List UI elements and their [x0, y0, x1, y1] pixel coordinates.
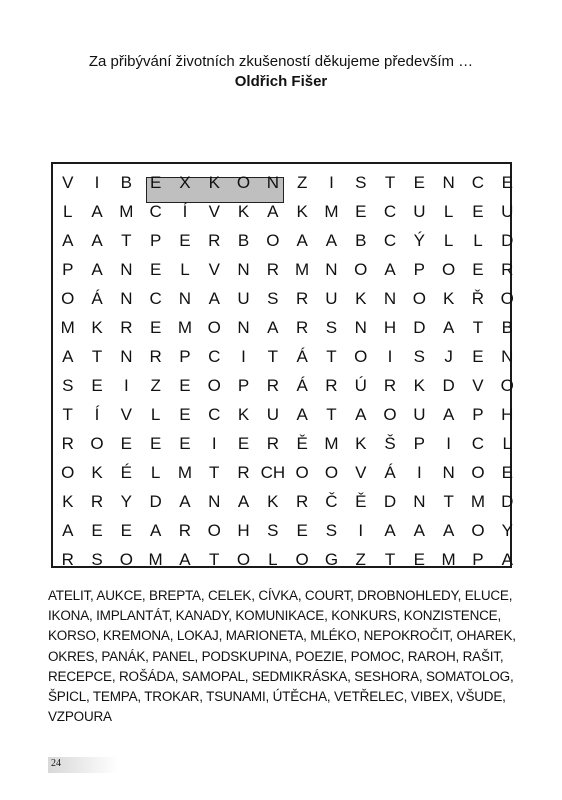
quote-author: Oldřich Fišer [234, 73, 328, 90]
grid-cell: A [442, 521, 455, 540]
grid-cell: L [150, 463, 161, 482]
grid-cell: I [94, 173, 100, 192]
grid-cell: P [62, 260, 74, 279]
grid-cell: H [501, 405, 514, 424]
grid-cell: R [178, 521, 192, 540]
grid-cell: U [413, 202, 426, 221]
grid-cell: A [91, 231, 103, 250]
grid-cell: T [62, 405, 73, 424]
grid-cell: K [413, 376, 426, 395]
grid-cell: Y [120, 492, 133, 511]
grid-cell: T [209, 550, 220, 569]
grid-cell: T [121, 231, 132, 250]
grid-cell: Ě [296, 434, 308, 453]
grid-cell: V [208, 202, 220, 221]
grid-cell: K [237, 202, 250, 221]
grid-cell: CH [260, 463, 286, 482]
grid-cell: T [91, 347, 103, 366]
grid-cell: A [413, 521, 426, 540]
grid-cell: L [502, 434, 512, 453]
grid-cell: R [61, 434, 74, 453]
grid-cell: B [501, 318, 513, 337]
grid-row [53, 516, 513, 545]
grid-cell: U [325, 289, 338, 308]
grid-cell: Š [384, 434, 396, 453]
grid-cell: R [149, 347, 162, 366]
grid-cell: Á [384, 463, 396, 482]
grid-cell: A [501, 550, 513, 569]
grid-cell: M [324, 434, 339, 453]
grid-cell: N [501, 347, 514, 366]
grid-cell: I [416, 463, 422, 482]
grid-cell: L [443, 231, 454, 250]
grid-cell: U [237, 289, 250, 308]
grid-cell: K [355, 289, 367, 308]
grid-cell: N [383, 289, 397, 308]
grid-row [53, 545, 513, 574]
grid-cell: N [208, 492, 221, 511]
grid-cell: S [413, 347, 426, 366]
grid-cell: M [119, 202, 134, 221]
grid-cell: M [470, 492, 486, 511]
grid-cell: R [383, 376, 397, 395]
grid-cell: R [61, 550, 74, 569]
grid-cell: É [120, 463, 133, 482]
grid-cell: U [266, 405, 279, 424]
grid-cell: E [237, 434, 250, 453]
grid-cell: E [296, 521, 308, 540]
grid-cell: L [268, 550, 278, 569]
grid-row [53, 400, 514, 429]
grid-row [53, 458, 513, 487]
grid-cell: E [91, 376, 103, 395]
grid-cell: O [471, 463, 485, 482]
grid-cell: D [501, 231, 514, 250]
grid-cell: A [267, 318, 279, 337]
grid-cell: E [179, 231, 191, 250]
grid-row [53, 371, 514, 400]
grid-cell: O [442, 260, 456, 279]
grid-cell: S [91, 550, 103, 569]
grid-cell: Z [150, 376, 161, 395]
grid-cell: N [237, 318, 250, 337]
grid-cell: I [211, 434, 217, 453]
grid-cell: O [500, 289, 514, 308]
grid-cell: A [62, 521, 74, 540]
grid-cell: R [208, 231, 221, 250]
grid-cell: X [179, 173, 191, 192]
grid-cell: T [326, 405, 337, 424]
grid-cell: A [179, 492, 191, 511]
grid-cell: A [296, 231, 308, 250]
grid-cell: N [354, 318, 367, 337]
grid-cell: N [413, 492, 426, 511]
grid-cell: E [472, 347, 484, 366]
grid-cell: P [179, 347, 191, 366]
grid-cell: O [61, 289, 75, 308]
grid-cell: C [208, 405, 221, 424]
grid-cell: Ý [413, 231, 426, 250]
grid-cell: E [120, 521, 133, 540]
quote-text: Za přibývání životních zkušeností děkujeme především … [88, 53, 474, 70]
grid-cell: O [354, 347, 368, 366]
grid-cell: P [472, 405, 484, 424]
grid-cell: E [149, 318, 162, 337]
grid-cell: Á [296, 347, 308, 366]
grid-cell: Ú [354, 376, 367, 395]
grid-cell: O [471, 521, 485, 540]
grid-cell: A [91, 202, 103, 221]
grid-cell: A [237, 492, 250, 511]
grid-cell: O [207, 521, 221, 540]
grid-cell: M [148, 550, 163, 569]
grid-cell: M [177, 318, 193, 337]
grid-cell: S [267, 521, 279, 540]
grid-cell: R [325, 376, 338, 395]
grid-cell: E [91, 521, 103, 540]
grid-cell: O [383, 405, 397, 424]
grid-cell: N [266, 173, 279, 192]
grid-cell: N [325, 260, 338, 279]
grid-cell: E [413, 550, 426, 569]
grid-cell: I [358, 521, 364, 540]
grid-cell: B [120, 173, 133, 192]
grid-cell: U [501, 202, 514, 221]
grid-cell: K [62, 492, 74, 511]
grid-cell: T [384, 173, 396, 192]
grid-cell: O [412, 289, 426, 308]
grid-cell: L [473, 231, 483, 250]
grid-cell: O [236, 173, 251, 192]
grid-cell: P [237, 376, 250, 395]
grid-cell: C [471, 434, 485, 453]
grid-cell: R [266, 260, 279, 279]
grid-cell: M [177, 463, 193, 482]
grid-cell: K [237, 405, 250, 424]
grid-cell: E [501, 463, 513, 482]
grid-cell: T [326, 347, 337, 366]
grid-cell: O [354, 260, 368, 279]
grid-row [53, 429, 510, 458]
grid-cell: Č [325, 492, 338, 511]
grid-cell: O [61, 463, 75, 482]
grid-cell: R [237, 463, 250, 482]
grid-row [53, 226, 514, 255]
grid-cell: E [179, 434, 191, 453]
grid-cell: C [208, 347, 221, 366]
grid-cell: R [296, 318, 309, 337]
page-number-box [48, 757, 118, 773]
grid-cell: Ř [471, 289, 485, 308]
grid-cell: M [295, 260, 310, 279]
grid-cell: A [179, 550, 191, 569]
grid-cell: O [236, 550, 251, 569]
grid-cell: R [90, 492, 104, 511]
grid-cell: V [355, 463, 367, 482]
grid-cell: D [383, 492, 397, 511]
grid-cell: R [296, 289, 309, 308]
grid-cell: M [60, 318, 75, 337]
grid-cell: O [207, 318, 221, 337]
grid-row [53, 255, 514, 284]
grid-cell: L [443, 202, 454, 221]
grid-cell: U [413, 405, 426, 424]
grid-cell: N [120, 289, 133, 308]
grid-cell: K [442, 289, 455, 308]
grid-cell: T [209, 463, 220, 482]
grid-cell: D [501, 492, 514, 511]
grid-cell: M [441, 550, 456, 569]
grid-cell: S [267, 289, 279, 308]
grid-cell: E [120, 434, 133, 453]
grid-row [53, 342, 514, 371]
grid-cell: S [325, 318, 338, 337]
grid-row [53, 197, 514, 226]
grid-cell: K [355, 434, 367, 453]
grid-cell: V [62, 173, 74, 192]
grid-cell: K [208, 173, 220, 192]
grid-cell: C [149, 202, 162, 221]
grid-cell: A [208, 289, 220, 308]
grid-cell: K [296, 202, 308, 221]
grid-cell: R [501, 260, 514, 279]
grid-cell: K [267, 492, 279, 511]
quote-header [0, 52, 562, 92]
grid-cell: G [324, 550, 339, 569]
grid-cell: E [149, 260, 162, 279]
grid-cell: E [149, 173, 162, 192]
grid-cell: E [179, 405, 191, 424]
grid-cell: J [444, 347, 453, 366]
grid-cell: E [413, 173, 426, 192]
grid-cell: K [91, 318, 103, 337]
grid-cell: D [413, 318, 426, 337]
grid-cell: I [123, 376, 129, 395]
grid-cell: B [355, 231, 367, 250]
grid-cell: A [384, 521, 396, 540]
grid-cell: Á [296, 376, 308, 395]
grid-cell: A [355, 405, 367, 424]
grid-cell: V [208, 260, 220, 279]
grid-cell: Ě [355, 492, 367, 511]
page-number: 24 [51, 758, 61, 769]
grid-cell: N [442, 463, 455, 482]
grid-cell: O [295, 550, 309, 569]
grid-cell: Y [501, 521, 513, 540]
word-list: ATELIT, AUKCE, BREPTA, CELEK, CÍVKA, COURT, DROBNOHLEDY, ELUCE, IKONA, IMPLANTÁT, KANADY, KOMUNIKACE, KONKURS, KONZISTENCE, KORSO, KREMONA, LOKAJ, MARIONETA, MLÉKO, NEPOKROČIT, OHAREK, OKRES, PANÁK, PANEL, PODSKUPINA, POEZIE, POMOC, RAROH, RAŠIT, RECEPCE, ROŠÁDA, SAMOPAL, SEDMIKRÁSKA, SESHORA, SOMATOLOG, ŠPICL, TEMPA, TROKAR, TSUNAMI, ÚTĚCHA, VETŘELEC, VIBEX, VŠUDE, VZPOURA [48, 588, 516, 725]
grid-cell: E [149, 434, 162, 453]
grid-cell: E [355, 202, 367, 221]
grid-cell: O [295, 463, 309, 482]
grid-cell: S [355, 173, 367, 192]
grid-cell: A [267, 202, 279, 221]
grid-cell: S [325, 521, 338, 540]
grid-cell: O [90, 434, 104, 453]
grid-cell: P [149, 231, 162, 250]
grid-cell: L [180, 260, 190, 279]
grid-cell: Á [91, 289, 103, 308]
grid-cell: S [62, 376, 74, 395]
grid-cell: C [471, 173, 485, 192]
grid-cell: T [472, 318, 484, 337]
grid-cell: A [149, 521, 162, 540]
grid-cell: A [325, 231, 338, 250]
grid-cell: B [237, 231, 250, 250]
grid-row [53, 313, 513, 342]
grid-cell: R [120, 318, 133, 337]
grid-cell: Í [94, 405, 100, 424]
grid-row [53, 487, 514, 516]
grid-cell: R [266, 376, 279, 395]
grid-cell: R [266, 434, 279, 453]
grid-cell: O [119, 550, 133, 569]
grid-cell: I [446, 434, 451, 453]
grid-cell: A [91, 260, 103, 279]
grid-cell: A [384, 260, 396, 279]
grid-cell: A [62, 231, 74, 250]
grid-cell: V [472, 376, 484, 395]
grid-cell: A [442, 318, 455, 337]
grid-cell: E [472, 260, 484, 279]
grid-cell: Z [355, 550, 366, 569]
grid-cell: A [296, 405, 308, 424]
grid-cell: L [63, 202, 73, 221]
word-search-grid [51, 162, 512, 568]
grid-cell: N [120, 347, 133, 366]
grid-cell: T [267, 347, 279, 366]
grid-cell: K [91, 463, 103, 482]
grid-cell: P [413, 260, 426, 279]
grid-cell: C [383, 202, 397, 221]
grid-cell: E [501, 173, 513, 192]
grid-cell: O [500, 376, 514, 395]
grid-cell: T [384, 550, 396, 569]
grid-cell: C [149, 289, 162, 308]
grid-cell: I [387, 347, 393, 366]
grid-row [53, 284, 514, 313]
grid-cell: H [383, 318, 397, 337]
grid-cell: C [383, 231, 397, 250]
grid-cell: M [324, 202, 339, 221]
grid-cell: D [149, 492, 162, 511]
grid-cell: H [237, 521, 250, 540]
grid-cell: I [329, 173, 334, 192]
grid-cell: P [413, 434, 426, 453]
grid-cell: D [442, 376, 455, 395]
grid-cell: O [207, 376, 221, 395]
grid-cell: P [472, 550, 484, 569]
grid-cell: Í [182, 202, 188, 221]
grid-cell: L [150, 405, 161, 424]
grid-cell: E [472, 202, 484, 221]
grid-cell: N [120, 260, 133, 279]
grid-cell: N [237, 260, 250, 279]
grid-cell: O [324, 463, 339, 482]
grid-cell: V [120, 405, 133, 424]
grid-cell: A [442, 405, 455, 424]
grid-cell: I [241, 347, 246, 366]
grid-cell: R [296, 492, 309, 511]
grid-cell: N [178, 289, 192, 308]
grid-row [53, 168, 513, 197]
grid-cell: O [266, 231, 280, 250]
grid-cell: T [443, 492, 454, 511]
grid-cell: E [179, 376, 191, 395]
grid-cell: A [62, 347, 74, 366]
grid-cell: N [442, 173, 455, 192]
grid-cell: Z [296, 173, 308, 192]
